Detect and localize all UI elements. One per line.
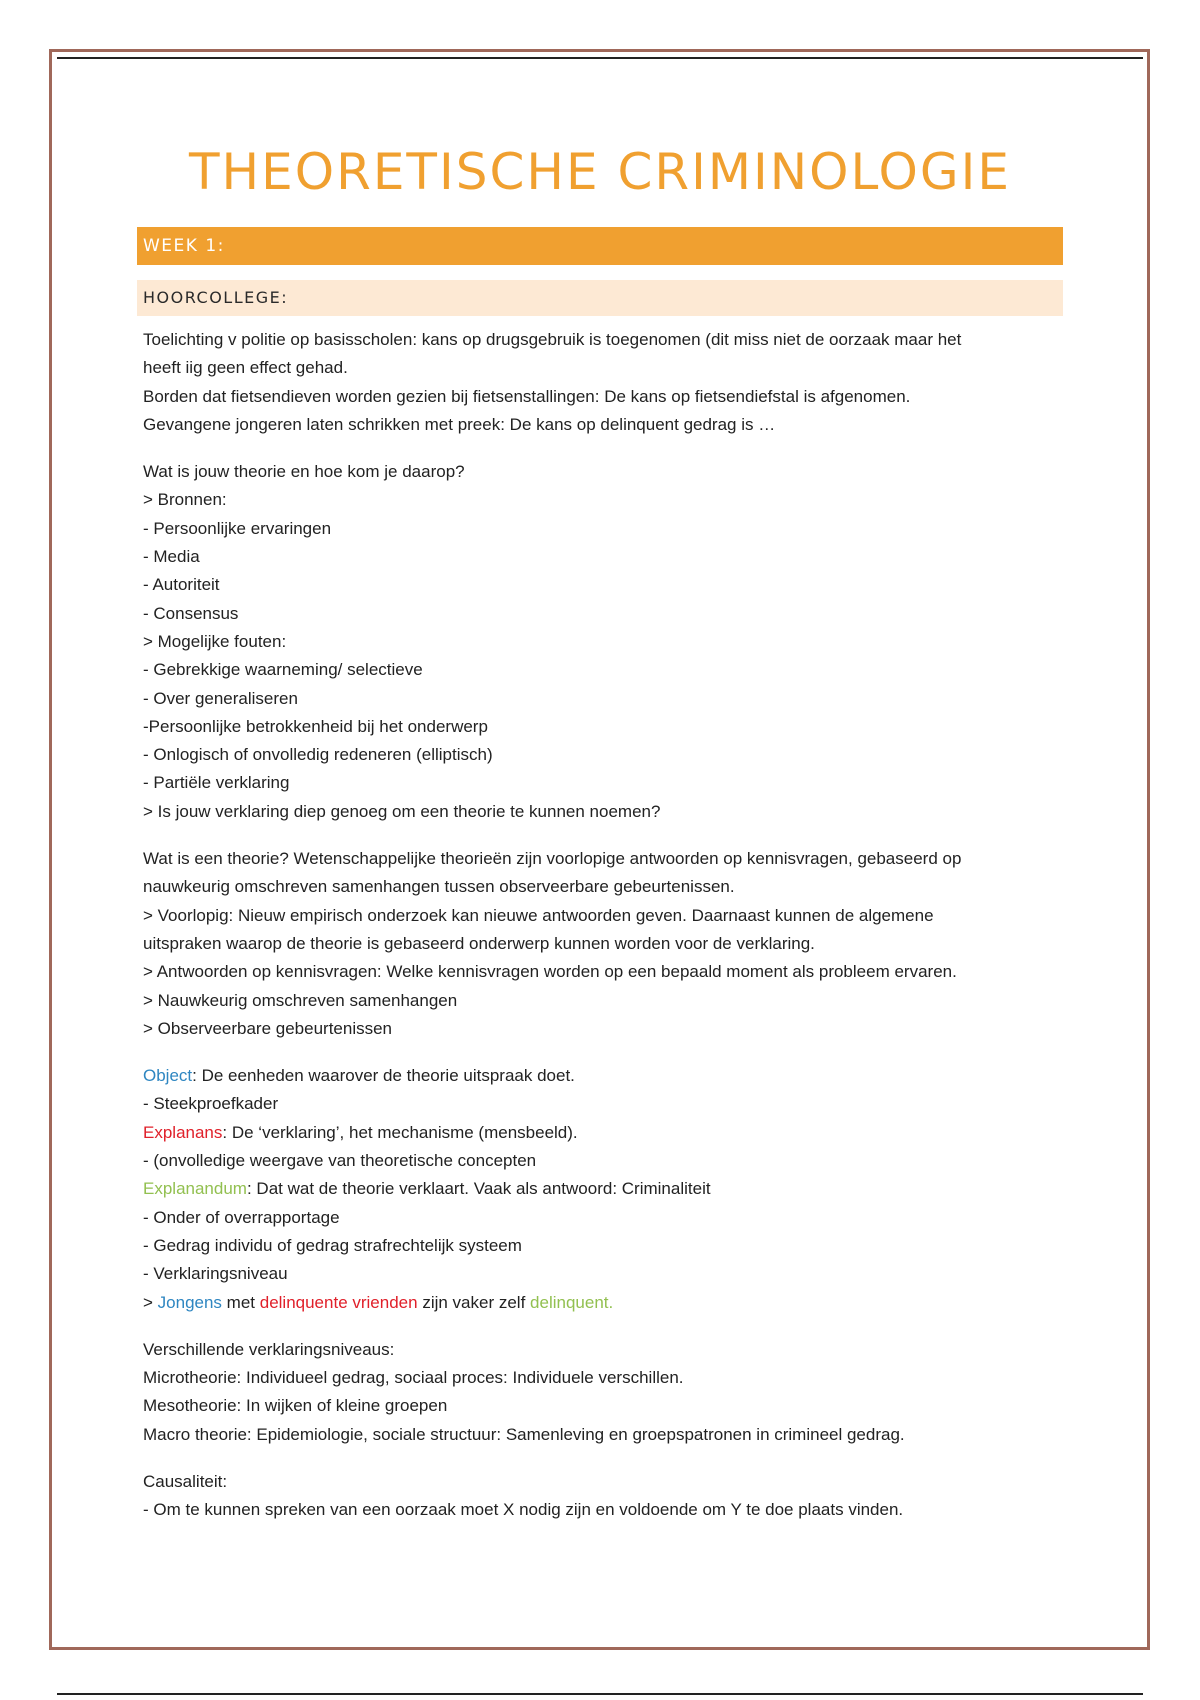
text-line: Mesotheorie: In wijken of kleine groepen xyxy=(143,1396,448,1416)
document-body xyxy=(137,140,1063,1544)
text-line: Microtheorie: Individueel gedrag, sociaal proces: Individuele verschillen. xyxy=(143,1368,684,1388)
text-line: -Persoonlijke betrokkenheid bij het onderwerp xyxy=(143,716,488,736)
text-line: Macro theorie: Epidemiologie, sociale structuur: Samenleving en groepspatronen in crimineel gedrag. xyxy=(143,1424,905,1444)
example-sentence xyxy=(143,1289,1063,1317)
text-line: heeft iig geen effect gehad. xyxy=(143,358,348,378)
example-prefix: > xyxy=(143,1292,158,1312)
theory-sources-list xyxy=(137,458,1063,826)
text-line: - (onvolledige weergave van theoretische concepten xyxy=(143,1151,537,1171)
text-line: Borden dat fietsendieven worden gezien bij fietsenstallingen: De kans op fietsendiefstal is afgenomen. xyxy=(143,386,911,406)
explanandum-text: : Dat wat de theorie verklaart. Vaak als antwoord: Criminaliteit xyxy=(246,1179,711,1199)
text-line: > Is jouw verklaring diep genoeg om een theorie te kunnen noemen? xyxy=(143,801,661,821)
explanans-text: : De ‘verklaring’, het mechanisme (mensbeeld). xyxy=(222,1122,578,1142)
explanandum-definition xyxy=(143,1175,1063,1203)
theory-definition xyxy=(137,845,1063,1043)
text-line: - Gedrag individu of gedrag strafrechtelijk systeem xyxy=(143,1235,522,1255)
example-connector: zijn vaker zelf xyxy=(417,1292,531,1312)
text-line: - Om te kunnen spreken van een oorzaak moet X nodig zijn en voldoende om Y te doe plaats vinden. xyxy=(143,1500,904,1520)
text-line: > Voorlopig: Nieuw empirisch onderzoek kan nieuwe antwoorden geven. Daarnaast kunnen de algemene xyxy=(143,905,934,925)
object-definition xyxy=(143,1062,1063,1090)
text-line: > Antwoorden op kennisvragen: Welke kennisvragen worden op een bepaald moment als probleem ervaren. xyxy=(143,962,957,982)
text-line: Toelichting v politie op basisscholen: kans op drugsgebruik is toegenomen (dit miss niet de oorzaak maar het xyxy=(143,330,962,349)
week-heading: WEEK 1: xyxy=(137,227,1063,265)
section-heading: HOORCOLLEGE: xyxy=(137,280,1063,316)
text-line: Gevangene jongeren laten schrikken met preek: De kans op delinquent gedrag is … xyxy=(143,414,776,434)
explanation-levels xyxy=(137,1336,1063,1449)
text-line: > Nauwkeurig omschreven samenhangen xyxy=(143,990,458,1010)
theory-concepts xyxy=(137,1062,1063,1317)
text-line: Causaliteit: xyxy=(143,1471,228,1491)
header-rule xyxy=(57,57,1143,59)
explanans-term: Explanans xyxy=(143,1122,223,1142)
text-line: - Over generaliseren xyxy=(143,688,298,708)
object-term: Object xyxy=(143,1066,193,1086)
text-line: - Verklaringsniveau xyxy=(143,1264,288,1284)
text-line: - Onder of overrapportage xyxy=(143,1207,340,1227)
next-page-rule xyxy=(57,1693,1143,1695)
text-line: nauwkeurig omschreven samenhangen tussen observeerbare gebeurtenissen. xyxy=(143,877,735,897)
text-line: > Bronnen: xyxy=(143,490,227,510)
example-explanandum: delinquent. xyxy=(530,1292,614,1312)
text-line: - Autoriteit xyxy=(143,575,220,595)
text-line: - Consensus xyxy=(143,603,239,623)
text-line: - Partiële verklaring xyxy=(143,773,290,793)
example-connector: met xyxy=(221,1292,260,1312)
text-line: Wat is jouw theorie en hoe kom je daarop? xyxy=(143,462,465,482)
text-line: - Onlogisch of onvolledig redeneren (elliptisch) xyxy=(143,745,493,765)
text-line: Verschillende verklaringsniveaus: xyxy=(143,1339,395,1359)
text-line: - Gebrekkige waarneming/ selectieve xyxy=(143,660,423,680)
text-line: > Mogelijke fouten: xyxy=(143,631,287,651)
explanandum-term: Explanandum xyxy=(143,1179,247,1199)
example-object: Jongens xyxy=(157,1292,222,1312)
causality-section xyxy=(137,1468,1063,1525)
explanans-definition xyxy=(143,1119,1063,1147)
text-line: Wat is een theorie? Wetenschappelijke theorieën zijn voorlopige antwoorden op kennisvragen, gebaseerd op xyxy=(143,849,962,869)
text-line: - Persoonlijke ervaringen xyxy=(143,518,332,538)
example-explanans: delinquente vrienden xyxy=(259,1292,418,1312)
intro-paragraph xyxy=(137,326,1063,439)
text-line: > Observeerbare gebeurtenissen xyxy=(143,1018,393,1038)
document-title: THEORETISCHE CRIMINOLOGIE xyxy=(189,143,1011,201)
text-line: - Steekproefkader xyxy=(143,1094,279,1114)
object-text: : De eenheden waarover de theorie uitspraak doet. xyxy=(192,1066,575,1086)
text-line: - Media xyxy=(143,547,200,567)
text-line: uitspraken waarop de theorie is gebaseerd onderwerp kunnen worden voor de verklaring. xyxy=(143,933,815,953)
